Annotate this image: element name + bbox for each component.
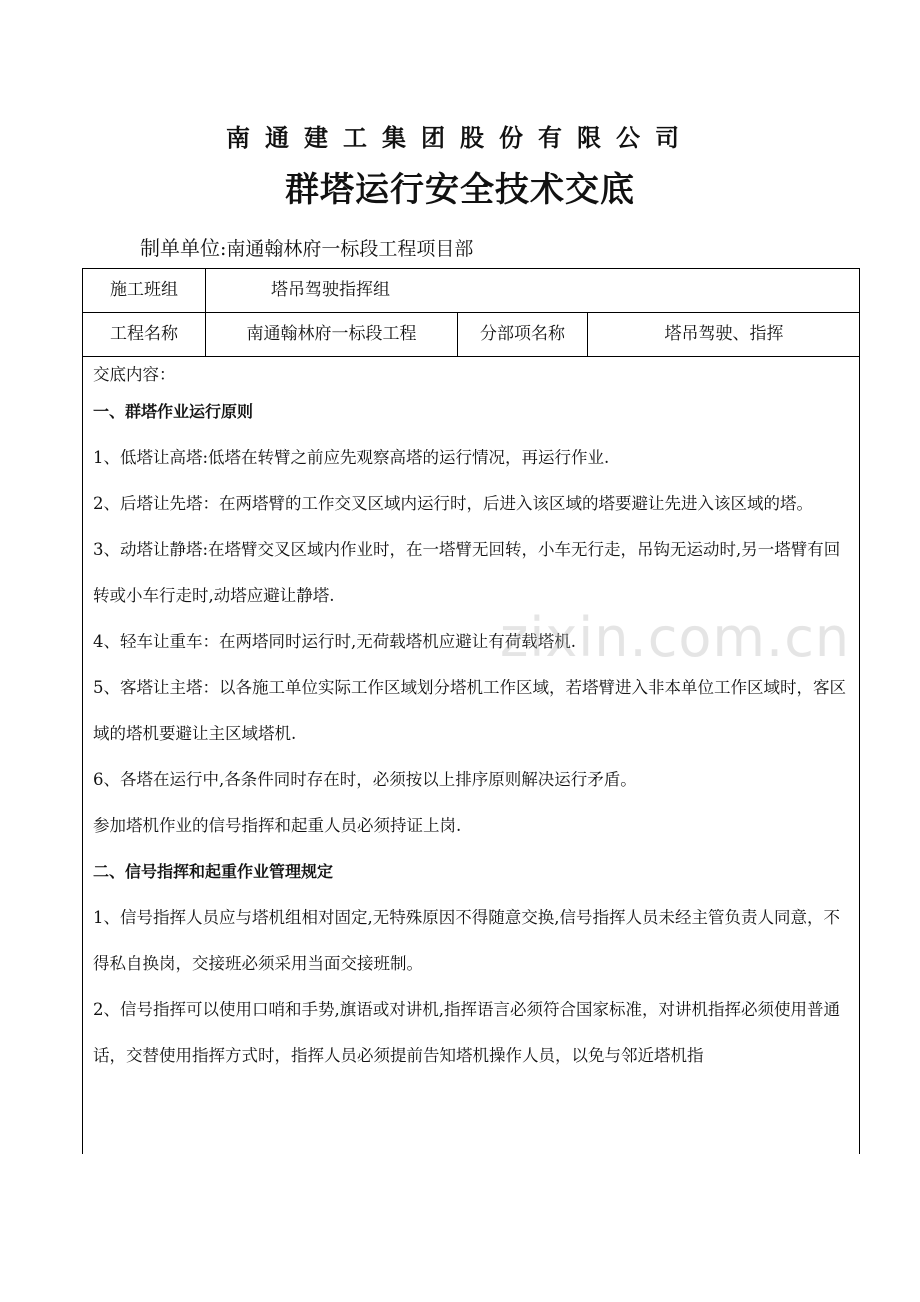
subproject-label: 分部项名称 xyxy=(458,313,588,356)
paragraph: 参加塔机作业的信号指挥和起重人员必须持证上岗. xyxy=(93,816,462,835)
paragraph: 1、信号指挥人员应与塔机组相对固定,无特殊原因不得随意交换,信号指挥人员未经主管负责人同意，不得私自换岗，交接班必须采用当面交接班制。 xyxy=(93,908,840,973)
document-title: 群塔运行安全技术交底 xyxy=(285,170,635,210)
form-row-project xyxy=(83,313,860,357)
section-heading-1: 一、群塔作业运行原则 xyxy=(93,402,254,421)
team-value: 塔吊驾驶指挥组 xyxy=(271,280,390,300)
paragraph: 3、动塔让静塔:在塔臂交叉区域内作业时，在一塔臂无回转，小车无行走，吊钩无运动时,另一塔臂有回转或小车行走时,动塔应避让静塔. xyxy=(93,540,841,605)
project-value: 南通翰林府一标段工程 xyxy=(206,313,458,356)
paragraph: 2、信号指挥可以使用口哨和手势,旗语或对讲机,指挥语言必须符合国家标准，对讲机指挥必须使用普通话，交替使用指挥方式时，指挥人员必须提前告知塔机操作人员，以免与邻近塔机指 xyxy=(93,1000,840,1065)
paragraph: 2、后塔让先塔：在两塔臂的工作交叉区域内运行时，后进入该区域的塔要避让先进入该区域的塔。 xyxy=(93,494,813,513)
paragraph: 4、轻车让重车：在两塔同时运行时,无荷载塔机应避让有荷载塔机. xyxy=(93,632,576,651)
issuing-unit-value: :南通翰林府一标段工程项目部 xyxy=(220,238,474,260)
team-label: 施工班组 xyxy=(83,269,206,312)
content-intro: 交底内容： xyxy=(93,365,176,384)
paragraph: 5、客塔让主塔：以各施工单位实际工作区域划分塔机工作区域，若塔臂进入非本单位工作区域时，客区域的塔机要避让主区域塔机. xyxy=(93,678,846,743)
section-heading-2: 二、信号指挥和起重作业管理规定 xyxy=(93,862,334,881)
watermark: zixin.com.cn xyxy=(500,606,851,669)
briefing-content xyxy=(83,359,860,1079)
paragraph: 1、低塔让高塔:低塔在转臂之前应先观察高塔的运行情况，再运行作业. xyxy=(93,448,610,467)
form-row-team xyxy=(83,269,860,313)
project-label: 工程名称 xyxy=(83,313,206,356)
issuing-unit-label: 制单单位 xyxy=(140,236,220,260)
subproject-value: 塔吊驾驶、指挥 xyxy=(664,324,784,344)
issuing-unit xyxy=(140,232,473,261)
paragraph: 6、各塔在运行中,各条件同时存在时，必须按以上排序原则解决运行矛盾。 xyxy=(93,770,637,789)
company-name: 南通建工集团股份有限公司 xyxy=(226,124,694,152)
briefing-form xyxy=(82,268,860,1154)
